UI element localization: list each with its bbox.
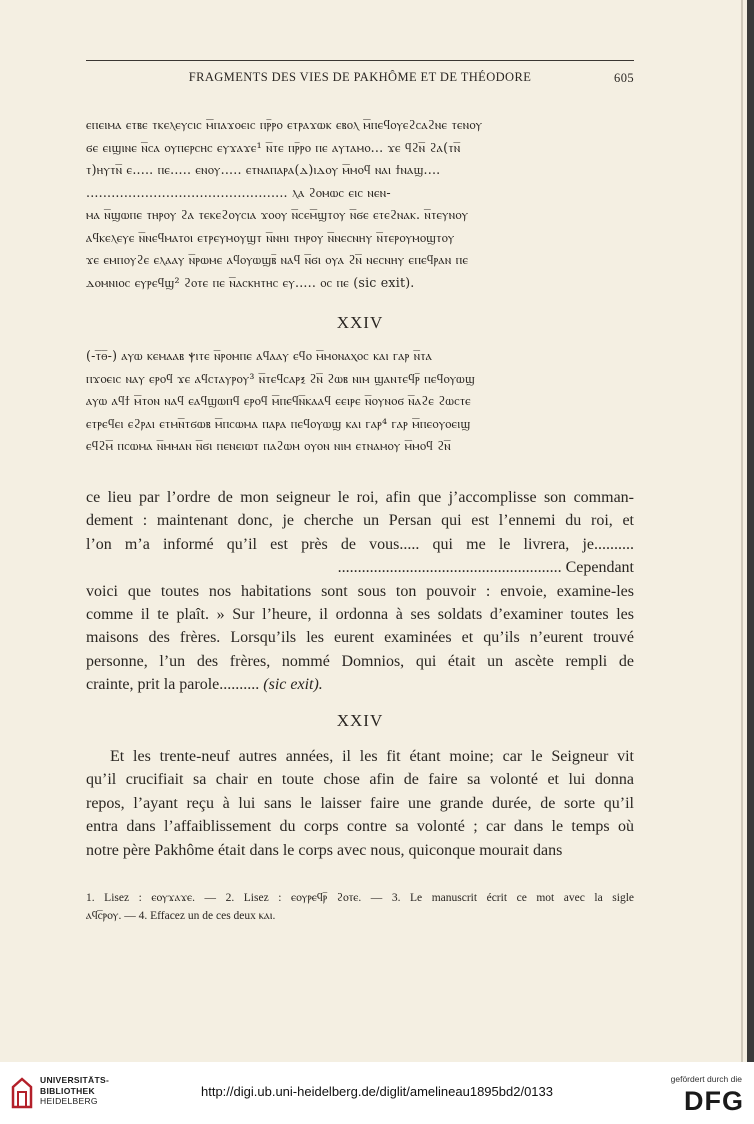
text-line: ........................................................ Cependant [337, 559, 634, 577]
text-line: maisons des frères. Lorsqu’ils les eurent examinées et qu’ils n’eurent trouvé [86, 629, 634, 647]
text-line: notre père Pakhôme était dans le corps avec nous, quiconque mourait dans [86, 841, 563, 859]
section-heading: XXIV [336, 313, 384, 332]
coptic-text-block-2 [86, 345, 634, 458]
text-line: l’on m’a informé qu’il est près de vous..... qui me le livrera, je.......... [86, 535, 634, 553]
text-line: entra dans l’affaiblissement du corps contre sa volonté ; car dans le temps où [86, 818, 634, 836]
coptic-line: ................................................ ⲗⲁ ϩⲟⲙⲱⲥ ⲉⲓⲥ ⲛⲉⲛ- [86, 184, 391, 200]
page-number: 605 [614, 71, 634, 85]
coptic-line: ⲡϫⲟⲉⲓⲥ ⲛⲁⲩ ⲉⲣⲟϥ ϫⲉ ⲁϥⲥⲧⲁⲩⲣⲟⲩ³ ⲛ̅ⲧⲉϥⲥⲁⲣⲝ ϩⲛ̅ ϩⲱⲃ ⲛⲓⲙ ϣⲁⲛⲧⲉϥⲣ̅ ⲡⲉϥⲟⲩⲱϣ [86, 370, 475, 386]
footnote-line: 1. Lisez : ⲉⲟⲩϫⲁϫⲉ. — 2. Lisez : ⲉⲟⲩⲣⲉϥⲣ̅ ϩⲟⲧⲉ. — 3. Le manuscrit écrit ce mot avec la sigle [86, 892, 634, 904]
coptic-line: ϫⲉ ⲉⲙⲡⲟⲩϩⲉ ⲉⲗⲁⲁⲩ ⲛ̅ⲣⲱⲙⲉ ⲁϥⲟⲩⲱϣⲃ̅ ⲛⲁϥ ⲛ̅ϭⲓ ⲟⲩⲁ ϩⲛ̅ ⲛⲉⲥⲛⲏⲩ ⲉⲡⲉϥⲣⲁⲛ ⲡⲉ [86, 252, 469, 267]
coptic-line: ⲉⲧⲣⲉϥⲉⲓ ⲉϩⲣⲁⲓ ⲉⲧⲙⲛ̅ⲧϭⲱⲃ ⲙ̅ⲡⲥⲱⲙⲁ ⲡⲁⲣⲁ ⲡⲉϥⲟⲩⲱϣ ⲕⲁⲓ ⲅⲁⲣ⁴ ⲅⲁⲣ ⲙ̅ⲡⲉⲟⲩⲟⲉⲓϣ [86, 415, 471, 431]
coptic-line: ⲧ)ⲏⲩⲧⲛ̅ ⲉ..... ⲡⲉ..... ⲉⲛⲟⲩ..... ⲉⲧⲛⲁⲡⲁⲣⲁ(ⲇ)ⲓⲇⲟⲩ ⲙ̅ⲙⲟϥ ⲛⲁⲓ ϯⲛⲁϣ.... [86, 162, 441, 177]
dfg-logo: DFG [684, 1086, 744, 1116]
french-translation-block-2 [86, 745, 634, 862]
footnote-line: ⲁϥⲥ̅ⲣⲟⲩ. — 4. Effacez un de ces deux ⲕⲁⲓ. [86, 910, 276, 922]
text-line: voici que toutes nos habitations sont sous ton pouvoir : envoie, examine-les [86, 582, 634, 600]
coptic-line: ϭⲉ ⲉⲓϣⲓⲛⲉ ⲛ̅ⲥⲁ ⲟⲩⲡⲉⲣⲥⲏⲥ ⲉⲩϫⲁϫⲉ¹ ⲛ̅ⲧⲉ ⲡⲣ̅ⲣⲟ ⲡⲉ ⲁⲩⲧⲁⲙⲟ... ϫⲉ ϥϩⲛ̅ ϩⲁ(ⲧⲛ̅ [86, 139, 461, 155]
text-fragment: crainte, prit la parole.......... [86, 676, 264, 694]
permalink[interactable]: http://digi.ub.uni-heidelberg.de/diglit/amelineau1895bd2/0133 [201, 1084, 553, 1099]
running-title: FRAGMENTS DES VIES DE PAKHÔME ET DE THÉODORE [188, 70, 532, 84]
library-line: HEIDELBERG [40, 1096, 98, 1106]
coptic-line: ⲙⲁ ⲛ̅ϣⲱⲡⲉ ⲧⲏⲣⲟⲩ ϩⲁ ⲧⲉⲕⲉϩⲟⲩⲥⲓⲁ ϫⲟⲟⲩ ⲛ̅ⲥⲉⲙ̅ϣⲧⲟⲩ ⲛ̅ϭⲉ ⲉⲧⲉϩⲛⲁⲕ. ⲛ̅ⲧⲉⲩⲛⲟⲩ [86, 207, 469, 222]
coptic-line: ⲁϥⲕⲉⲗⲉⲩⲉ ⲛ̅ⲛⲉϥⲙⲁⲧⲟⲓ ⲉⲧⲣⲉⲩⲙⲟⲩϣⲧ ⲛ̅ⲛⲏⲓ ⲧⲏⲣⲟⲩ ⲛ̅ⲛⲉⲥⲛⲏⲩ ⲛ̅ⲧⲉⲣⲟⲩⲙⲟϣⲧⲟⲩ [86, 229, 455, 245]
digitization-footer [0, 1062, 754, 1124]
text-line: qu’il crucifiait sa chair en toute chose afin de faire sa volonté et lui donna [86, 771, 634, 789]
library-line: BIBLIOTHEK [40, 1085, 95, 1096]
section-heading: XXIV [336, 711, 384, 730]
text-line: dement : maintenant donc, je cherche un Persan qui est l’ennemi du roi, et [86, 512, 634, 530]
coptic-text-block-1 [86, 114, 634, 294]
funding-label: gefördert durch die [670, 1074, 742, 1084]
text-line-final [86, 673, 634, 696]
running-header [86, 60, 634, 85]
text-line: repos, l’ayant reçu à lui sans le laisser faire une grande durée, de sorte qu’il [86, 794, 634, 812]
text-line: ce lieu par l’ordre de mon seigneur le roi, afin que j’accomplisse son comman- [86, 489, 634, 506]
sic-note: (sic exit). [263, 676, 323, 694]
text-line: personne, l’un des frères, nommé Domnios, qui était un ascète rempli de [86, 652, 634, 670]
coptic-line: ⲁⲩⲱ ⲁϥϯ ⲙ̅ⲧⲟⲛ ⲛⲁϥ ⲉⲁϥϣⲱⲡϥ ⲉⲣⲟϥ ⲙ̅ⲡⲉϥⲛ̅ⲕⲁⲁϥ ⲉⲉⲓⲣⲉ ⲛ̅ⲟⲩⲛⲟϭ ⲛ̅ⲁϩⲉ ϩⲱⲥⲧⲉ [86, 393, 471, 408]
french-translation-block-1 [86, 486, 634, 697]
coptic-line: ⲉⲡⲉⲓⲙⲁ ⲉⲧⲃⲉ ⲧⲕⲉⲗⲉⲩⲥⲓⲥ ⲙ̅ⲡⲁϫⲟⲉⲓⲥ ⲡⲣ̅ⲣⲟ ⲉⲧⲣⲁϫⲱⲕ ⲉⲃⲟⲗ ⲙ̅ⲡⲉϥⲟⲩⲉϩⲥⲁϩⲛⲉ ⲧⲉⲛⲟⲩ [86, 117, 483, 132]
text-line: Et les trente-neuf autres années, il les fit étant moine; car le Seigneur vit [110, 748, 634, 765]
text-line: comme il te plaît. » Sur l’heure, il ordonna à ses soldats d’examiner toutes les [86, 605, 634, 623]
coptic-line: (-ⲧ̅ⲑ̅-) ⲁⲩⲱ ⲕⲉⲙⲁⲁⲃ ⲯⲓⲧⲉ ⲛ̅ⲣⲟⲙⲡⲉ ⲁϥⲁⲁⲩ ⲉϥⲟ ⲙ̅ⲙⲟⲛⲁⲭⲟⲥ ⲕⲁⲓ ⲅⲁⲣ ⲛ̅ⲧⲁ [86, 348, 433, 363]
page-edge [747, 0, 754, 1062]
library-line: UNIVERSITÄTS- [40, 1075, 110, 1085]
coptic-line: ⲇⲟⲙⲛⲓⲟⲥ ⲉⲩⲣⲉϥϣ² ϩⲟⲧⲉ ⲡⲉ ⲛ̅ⲁⲥⲕⲏⲧⲏⲥ ⲉⲩ..... ⲟⲥ ⲡⲉ (sic exit). [86, 274, 415, 290]
page-edge-shadow [741, 0, 743, 1062]
coptic-line: ⲉϥϩⲙ̅ ⲡⲥⲱⲙⲁ ⲛ̅ⲙⲙⲁⲛ ⲛ̅ϭⲓ ⲡⲉⲛⲉⲓⲱⲧ ⲡⲁϩⲱⲙ ⲟⲩⲟⲛ ⲛⲓⲙ ⲉⲧⲛⲁⲙⲟⲩ ⲙ̅ⲙⲟϥ ϩⲛ̅ [86, 438, 451, 453]
footnotes [86, 889, 634, 925]
